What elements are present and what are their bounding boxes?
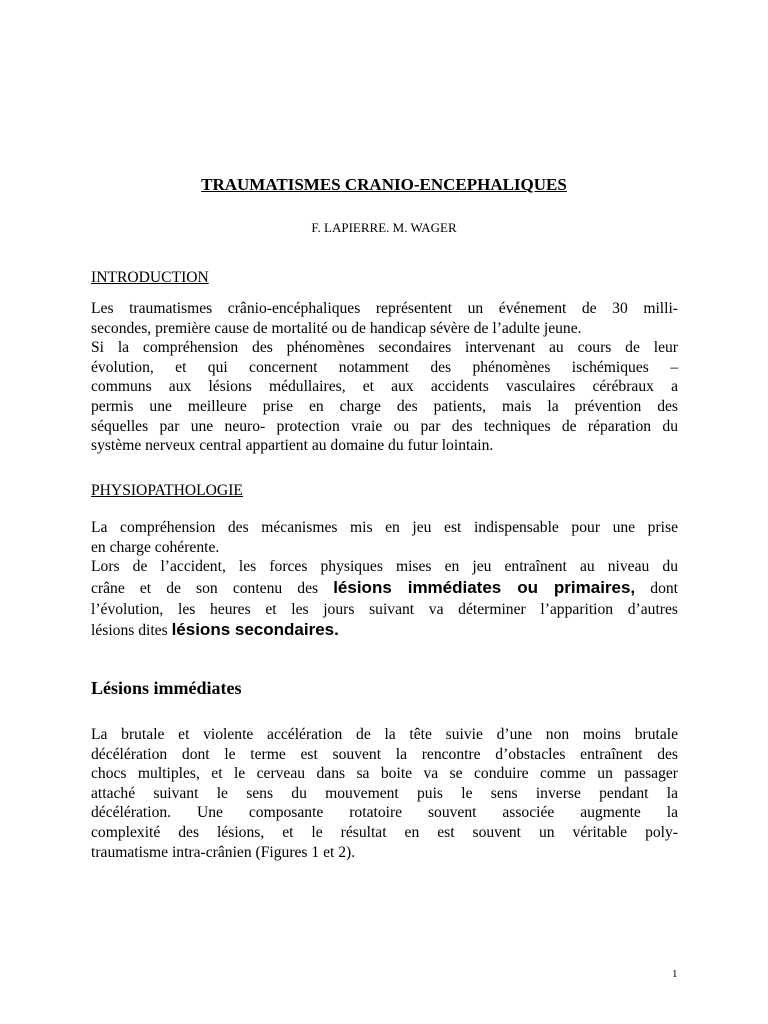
text-line: Si la compréhension des phénomènes secondaires intervenant au cours de leur xyxy=(91,339,678,357)
text-line: secondes, première cause de mortalité ou de handicap sévère de l’adulte jeune. xyxy=(91,319,582,337)
lesions-immediates-heading: Lésions immédiates xyxy=(91,678,242,698)
page-number: 1 xyxy=(672,968,678,980)
text-line: décélération dont le terme est souvent la rencontre d’obstacles entraînent des xyxy=(91,745,678,763)
document-title: TRAUMATISMES CRANIO-ENCEPHALIQUES xyxy=(201,175,567,194)
text-line: La compréhension des mécanismes mis en jeu est indispensable pour une prise xyxy=(91,519,678,536)
text-line xyxy=(91,619,678,642)
emphasis-primary-lesions: lésions immédiates ou primaires, xyxy=(333,577,636,597)
text-line: attaché suivant le sens du mouvement puis le sens inverse pendant la xyxy=(91,784,678,802)
emphasis-secondary-lesions: lésions secondaires. xyxy=(171,620,339,640)
introduction-heading: INTRODUCTION xyxy=(91,269,209,286)
lesions-immediates-paragraph xyxy=(91,725,678,862)
text-line: traumatisme intra-crânien (Figures 1 et 2). xyxy=(91,843,356,861)
text-line: évolution, et qui concernent notamment des phénomènes ischémiques – xyxy=(91,358,678,376)
text-line: l’évolution, les heures et les jours suivant va déterminer l’apparition d’autres xyxy=(91,600,678,618)
text-line: en charge cohérente. xyxy=(91,538,220,556)
text-line: chocs multiples, et le cerveau dans sa boite va se conduire comme un passager xyxy=(91,765,678,783)
text-line: décélération. Une composante rotatoire souvent associée augmente la xyxy=(91,804,678,822)
text-line: Lors de l’accident, les forces physiques mises en jeu entraînent au niveau du xyxy=(91,558,678,576)
text-line xyxy=(91,577,678,600)
physiopathologie-paragraph xyxy=(91,518,678,642)
text-line: La brutale et violente accélération de la tête suivie d’une non moins brutale xyxy=(91,726,678,743)
text-segment: dont xyxy=(635,579,679,597)
physiopathologie-heading: PHYSIOPATHOLOGIE xyxy=(91,482,243,499)
text-line: communs aux lésions médullaires, et aux accidents vasculaires cérébraux a xyxy=(91,378,678,396)
text-line: complexité des lésions, et le résultat en est souvent un véritable poly- xyxy=(91,823,678,841)
text-line: Les traumatismes crânio-encéphaliques représentent un événement de 30 milli- xyxy=(91,300,678,317)
introduction-paragraph xyxy=(91,299,678,456)
text-segment: crâne et de son contenu des xyxy=(91,579,334,597)
text-segment: lésions dites xyxy=(91,622,172,640)
text-line: séquelles par une neuro- protection vraie ou par des techniques de réparation du xyxy=(91,417,678,435)
document-authors: F. LAPIERRE. M. WAGER xyxy=(311,220,457,235)
text-line: permis une meilleure prise en charge des patients, mais la prévention des xyxy=(91,397,678,415)
text-line: système nerveux central appartient au domaine du futur lointain. xyxy=(91,437,494,455)
